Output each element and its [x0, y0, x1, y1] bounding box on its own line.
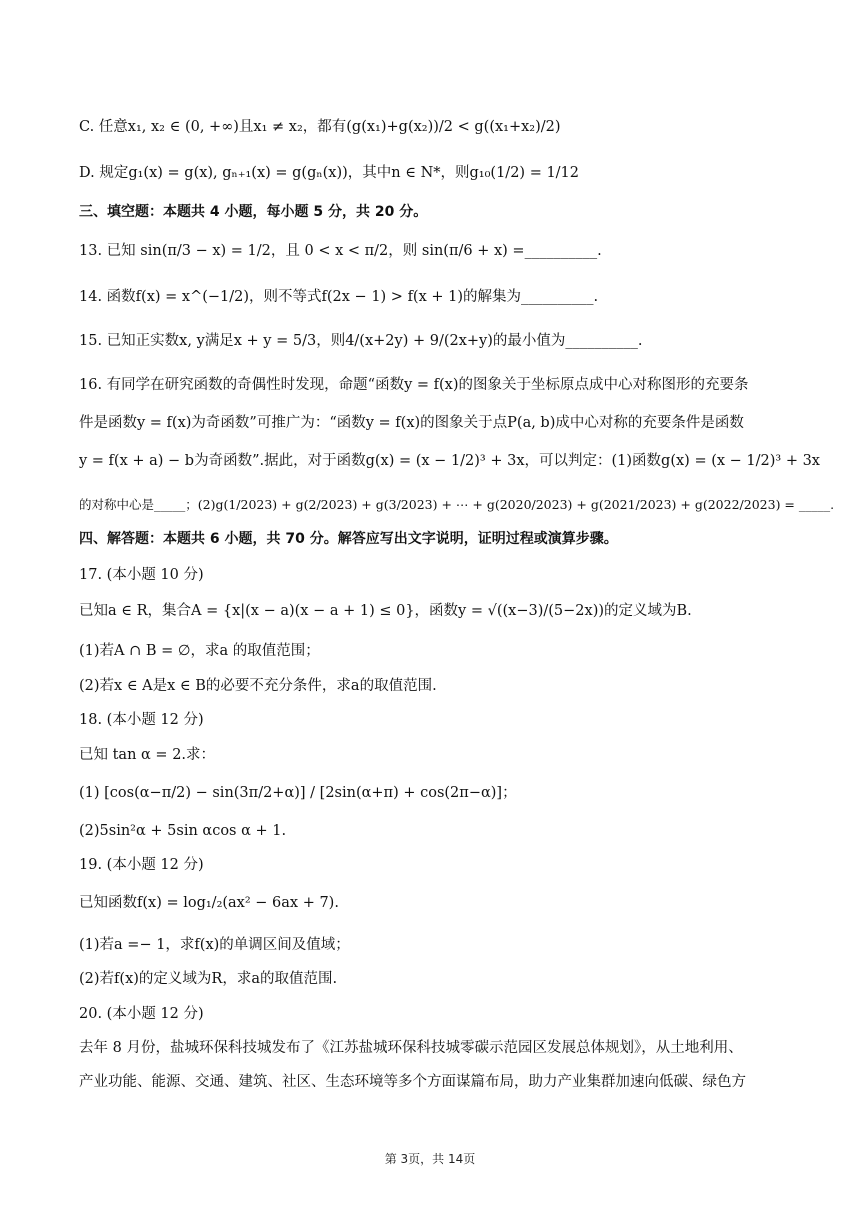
question-19-header-text: 19. (本小题 12 分)	[79, 857, 204, 873]
question-16-line-1	[79, 375, 749, 395]
section-fill-in-text: 三、填空题：本题共 4 小题，每小题 5 分，共 20 分。	[79, 204, 428, 220]
question-19-stem-text: 已知函数f(x) = log₁/₂(ax² − 6ax + 7).	[79, 895, 339, 911]
question-18-stem	[79, 745, 215, 765]
question-18-header	[79, 710, 204, 730]
question-13-text: 13. 已知 sin(π/3 − x) = 1/2，且 0 < x < π/2，则 sin(π/6 + x) =__________.	[79, 243, 602, 259]
question-20-header	[79, 1004, 204, 1024]
question-17-part-2	[79, 676, 437, 696]
question-16-text-2: 件是函数y = f(x)为奇函数”可推广为：“函数y = f(x)的图象关于点P(a, b)成中心对称的充要条件是函数	[79, 415, 744, 431]
question-16-text-1: 16. 有同学在研究函数的奇偶性时发现，命题“函数y = f(x)的图象关于坐标原点成中心对称图形的充要条	[79, 377, 749, 393]
question-18-stem-text: 已知 tan α = 2.求：	[79, 747, 216, 763]
question-20-stem-line-2	[79, 1072, 746, 1092]
section-solutions-heading	[79, 529, 618, 549]
question-18-header-text: 18. (本小题 12 分)	[79, 712, 204, 728]
question-15	[79, 331, 643, 351]
question-19-part-1	[79, 935, 350, 955]
question-15-text: 15. 已知正实数x, y满足x + y = 5/3，则4/(x+2y) + 9/(2x+y)的最小值为__________.	[79, 333, 643, 349]
page-number: 第 3页，共 14页	[384, 1152, 476, 1166]
question-17-stem-text: 已知a ∈ R，集合A = {x|(x − a)(x − a + 1) ≤ 0}，函数y = √((x−3)/(5−2x))的定义域为B.	[79, 603, 692, 619]
question-14-text: 14. 函数f(x) = x^(−1/2)，则不等式f(2x − 1) > f(x + 1)的解集为__________.	[79, 289, 599, 305]
question-16-text-3: y = f(x + a) − b为奇函数”.据此，对于函数g(x) = (x − 1/2)³ + 3x，可以判定：(1)函数g(x) = (x − 1/2)³ + 3x	[79, 453, 820, 469]
question-17-part-1	[79, 641, 320, 661]
question-17-header-text: 17. (本小题 10 分)	[79, 567, 204, 583]
question-16-line-2	[79, 413, 744, 433]
question-19-part-1-text: (1)若a =− 1，求f(x)的单调区间及值域；	[79, 937, 350, 953]
question-19-part-2	[79, 969, 337, 989]
question-20-header-text: 20. (本小题 12 分)	[79, 1006, 204, 1022]
question-18-part-1-text: (1) [cos(α−π/2) − sin(3π/2+α)] / [2sin(α+π) + cos(2π−α)]；	[79, 785, 517, 801]
page-footer	[0, 1150, 860, 1167]
question-17-header	[79, 565, 204, 585]
question-19-header	[79, 855, 204, 875]
question-18-part-2-text: (2)5sin²α + 5sin αcos α + 1.	[79, 823, 287, 839]
question-16-line-4	[79, 495, 834, 515]
question-13	[79, 241, 602, 261]
question-18-part-2	[79, 821, 286, 841]
question-18-part-1	[79, 783, 517, 803]
question-17-part-2-text: (2)若x ∈ A是x ∈ B的必要不充分条件，求a的取值范围.	[79, 678, 437, 694]
question-20-stem-text-1: 去年 8 月份，盐城环保科技城发布了《江苏盐城环保科技城零碳示范园区发展总体规划》，从土地利用、	[79, 1040, 743, 1056]
question-20-stem-line-1	[79, 1038, 743, 1058]
question-16-text-4: 的对称中心是_____；(2)g(1/2023) + g(2/2023) + g(3/2023) + ⋯ + g(2020/2023) + g(2021/2023) + g(2022/2023) = _____.	[79, 497, 835, 512]
option-c	[79, 117, 561, 137]
question-14	[79, 287, 598, 307]
option-d	[79, 163, 579, 183]
option-d-text: D. 规定g₁(x) = g(x), gₙ₊₁(x) = g(gₙ(x))，其中n ∈ N*，则g₁₀(1/2) = 1/12	[79, 165, 580, 181]
option-c-text: C. 任意x₁, x₂ ∈ (0, +∞)且x₁ ≠ x₂，都有(g(x₁)+g(x₂))/2 < g((x₁+x₂)/2)	[79, 119, 561, 135]
question-19-part-2-text: (2)若f(x)的定义域为R，求a的取值范围.	[79, 971, 338, 987]
question-16-line-3	[79, 451, 820, 471]
question-17-part-1-text: (1)若A ∩ B = ∅，求a 的取值范围；	[79, 643, 320, 659]
question-19-stem	[79, 893, 339, 913]
section-solutions-text: 四、解答题：本题共 6 小题，共 70 分。解答应写出文字说明，证明过程或演算步骤。	[79, 531, 618, 547]
section-fill-in-heading	[79, 202, 427, 222]
question-17-stem	[79, 601, 692, 621]
question-20-stem-text-2: 产业功能、能源、交通、建筑、社区、生态环境等多个方面谋篇布局，助力产业集群加速向低碳、绿色方	[79, 1074, 746, 1090]
